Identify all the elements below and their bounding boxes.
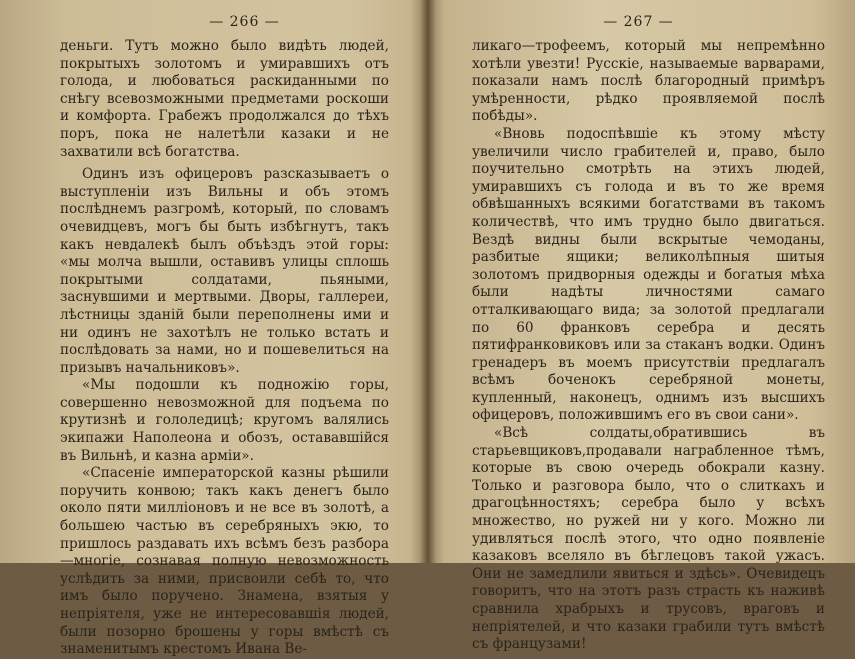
paragraph: Одинъ изъ офицеровъ разсказываетъ о выступленіи изъ Вильны и объ этомъ послѣднемъ разгромѣ, который, по словамъ очевидцевъ, могъ бы быть избѣгнутъ, такъ какъ невдалекѣ былъ объѣздъ этой горы: «мы молча вышли, оставивъ улицы сплошь покрытыми солдатами, пьяными, заснувшими и мертвыми. Дворы, галлереи, лѣстницы зданій были переполнены ими и ни одинъ не захотѣлъ не только встать и послѣдовать за нами, но и пошевелиться на призывъ начальниковъ». xyxy=(60,166,389,376)
page-number-267: — 267 — xyxy=(603,14,674,30)
paragraph: деньги. Тутъ можно было видѣть людей, покрытыхъ золотомъ и умиравшихъ отъ голода, и любоваться раскиданными по снѣгу всевозможными предметами роскоши и комфорта. Грабежъ продолжался до тѣхъ поръ, пока не налетѣли казаки и не захватили всѣ богатства. xyxy=(60,38,389,160)
right-page xyxy=(430,0,855,653)
paragraph: ликаго—трофеемъ, который мы непремѣнно хотѣли увезти! Русскіе, называемые варварами, показали намъ послѣ благородный примѣръ умѣренности, рѣдко проявляемой послѣ побѣды». xyxy=(472,38,825,125)
left-page xyxy=(0,0,425,658)
paragraph: «Вновь подоспѣвшіе къ этому мѣсту увеличили число грабителей и, право, было поучительно смотрѣть на этихъ людей, умиравшихъ съ голода и въ то же время обвѣшанныхъ всякими богатствами въ такомъ количествѣ, что имъ трудно было двигаться. Вездѣ видны были вскрытые чемоданы, разбитые ящики; великолѣпныя шитыя золотомъ придворныя одежды и богатыя мѣха были надѣты личностями самаго отталкивающаго вида; за золотой предлагали по 60 франковъ серебра и десять пятифранковиковъ или за стаканъ водки. Одинъ гренадеръ въ моемъ присутствіи предлагалъ всѣмъ боченокъ серебряной монеты, купленный, наконецъ, однимъ изъ высшихъ офицеровъ, положившимъ его въ свои сани». xyxy=(472,125,825,424)
paragraph: «Всѣ солдаты,обратившись въ старьевщиковъ,продавали награбленное тѣмъ, которые въ свою очередь обокрали казну. Только и разговора было, что о слиткахъ и драгоцѣнностяхъ; серебра было у всѣхъ множество, но ружей ни у кого. Можно ли удивляться послѣ этого, что одно появленіе казаковъ вселяло въ бѣглецовъ такой ужасъ. Они не замедлили явиться и здѣсь». Очевидецъ говоритъ, что на этотъ разъ страсть къ наживѣ сравнила храбрыхъ и трусовъ, враговъ и непріятелей, и что казаки грабили тутъ вмѣстѣ съ французами! xyxy=(472,425,825,653)
paragraph: «Спасеніе императорской казны рѣшили поручить конвою; такъ какъ денегъ было около пяти милліоновъ и не все въ золотѣ, а большею частью въ серебряныхъ экю, то пришлось раздавать ихъ всѣмъ безъ разбора—многіе, сознавая полную невозможность услѣдить за ними, присвоили себѣ то, что имъ было поручено. Знамена, взятыя у непріятеля, уже не интересовавшія людей, были позорно брошены у горы вмѣстѣ съ знаменитымъ крестомъ Ивана Ве- xyxy=(60,465,389,658)
page-number-266: — 266 — xyxy=(209,14,280,30)
paragraph: «Мы подошли къ подножію горы, совершенно невозможной для подъема по крутизнѣ и гололедицѣ; кругомъ валялись экипажи Наполеона и обозъ, остававшійся въ Вильнѣ, и казна арміи». xyxy=(60,377,389,464)
